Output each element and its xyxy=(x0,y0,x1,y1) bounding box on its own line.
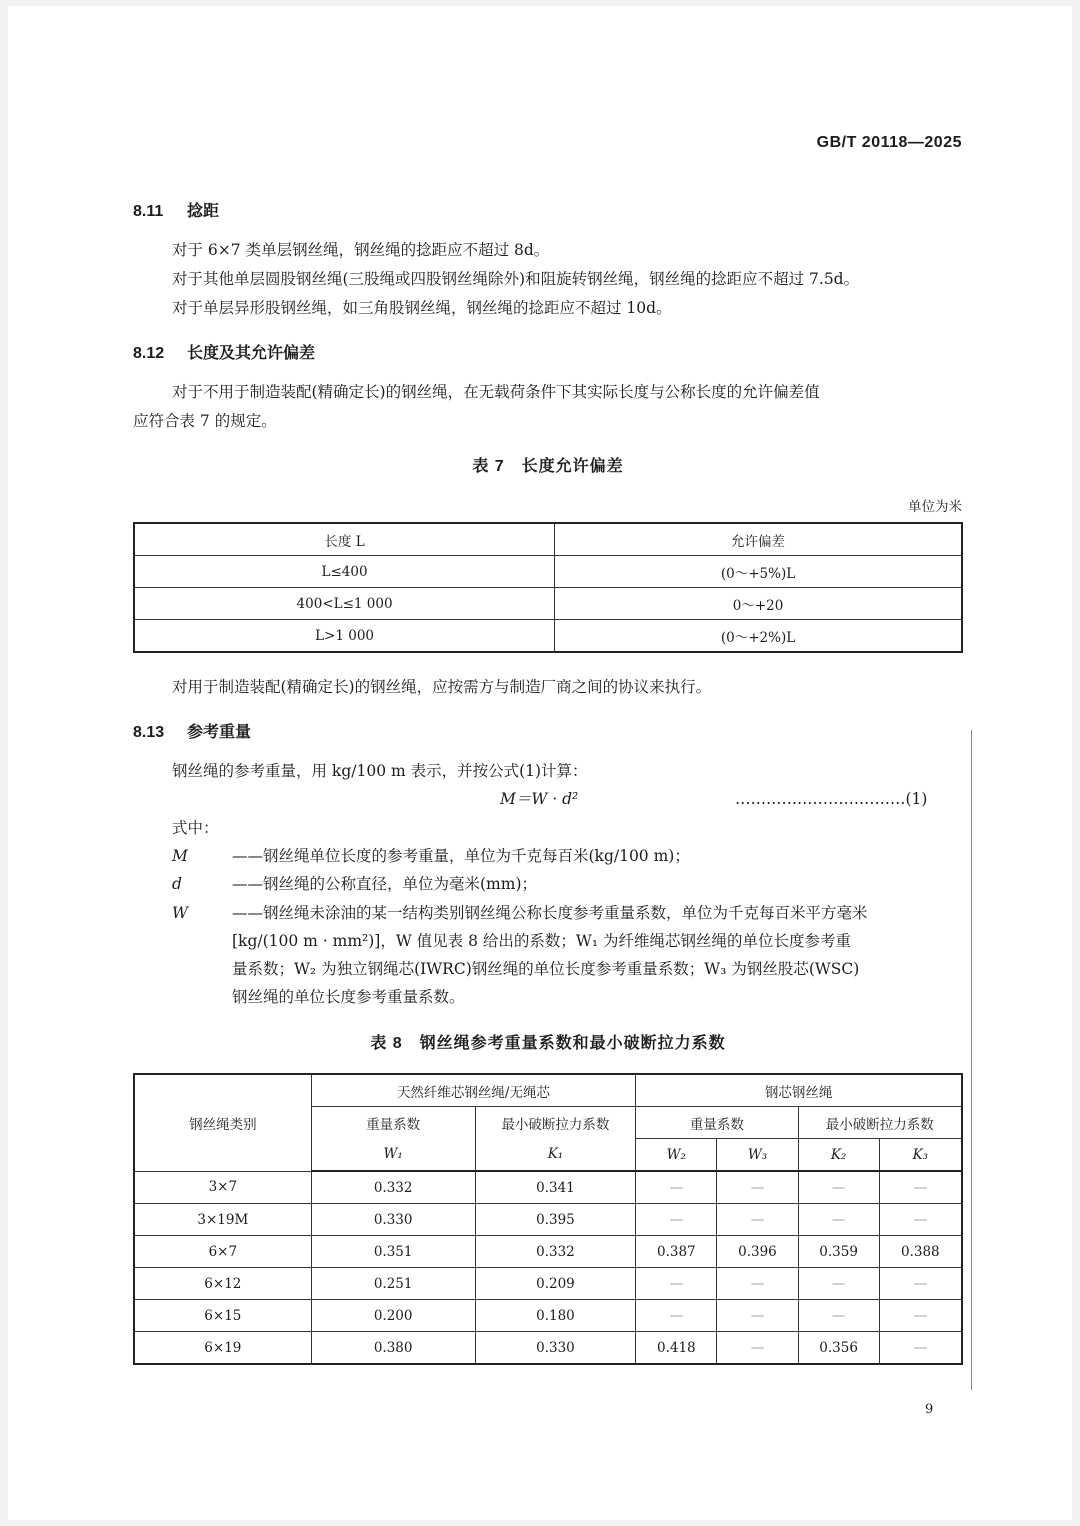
revision-bar xyxy=(971,730,972,1390)
column-header: 钢芯钢丝绳 xyxy=(636,1074,962,1107)
table-cell: — xyxy=(717,1204,798,1236)
table-cell: — xyxy=(798,1300,879,1332)
table-cell: 0.209 xyxy=(475,1268,636,1300)
table-cell: — xyxy=(636,1300,717,1332)
table-row xyxy=(134,1236,962,1268)
column-symbol: W₃ xyxy=(717,1139,798,1172)
formula: M＝W · d² xyxy=(500,790,579,808)
section-title: 参考重量 xyxy=(187,724,252,741)
standard-code: GB/T 20118—2025 xyxy=(816,134,962,151)
definition-continuation: 量系数；W₂ 为独立钢绳芯(IWRC)钢丝绳的单位长度参考重量系数；W₃ 为钢丝股芯(WSC) xyxy=(232,960,860,978)
definition-symbol: W xyxy=(172,904,188,922)
column-header: 钢丝绳类别 xyxy=(134,1074,311,1171)
table-row xyxy=(134,556,962,588)
table-7 xyxy=(133,522,963,653)
paragraph: 对于 6×7 类单层钢丝绳，钢丝绳的捻距应不超过 8d。 xyxy=(172,241,550,259)
section-number: 8.13 xyxy=(133,724,165,741)
table-cell: 400<L≤1 000 xyxy=(134,588,555,620)
table-cell: L>1 000 xyxy=(134,620,555,653)
table-cell: 0.330 xyxy=(475,1332,636,1365)
table-row xyxy=(134,1268,962,1300)
where-label: 式中： xyxy=(172,819,219,837)
table-8 xyxy=(133,1073,963,1365)
table-cell: 0.341 xyxy=(475,1171,636,1204)
table-cell: — xyxy=(798,1268,879,1300)
definition-text: ——钢丝绳的公称直径，单位为毫米(mm)； xyxy=(232,875,537,893)
table-cell: 6×7 xyxy=(134,1236,311,1268)
section-8-11-heading xyxy=(133,198,219,221)
section-title: 长度及其允许偏差 xyxy=(187,345,316,362)
table-cell: 6×19 xyxy=(134,1332,311,1365)
table-row xyxy=(134,1171,962,1204)
section-number: 8.11 xyxy=(133,203,164,220)
column-header: 重量系数 xyxy=(636,1107,798,1139)
table-cell: 0.351 xyxy=(311,1236,475,1268)
table-cell: 0.418 xyxy=(636,1332,717,1365)
table-header-row xyxy=(134,1074,962,1107)
column-header: 长度 L xyxy=(134,523,555,556)
table-cell: — xyxy=(717,1268,798,1300)
paragraph: 对于其他单层圆股钢丝绳(三股绳或四股钢丝绳除外)和阻旋转钢丝绳，钢丝绳的捻距应不超过 7.5d。 xyxy=(172,270,860,288)
definition-text: ——钢丝绳未涂油的某一结构类别钢丝绳公称长度参考重量系数，单位为千克每百米平方毫米 xyxy=(232,904,868,922)
table-8-caption: 表 8 钢丝绳参考重量系数和最小破断拉力系数 xyxy=(370,1035,726,1052)
section-title: 捻距 xyxy=(187,203,220,220)
paragraph: 对于不用于制造装配(精确定长)的钢丝绳，在无载荷条件下其实际长度与公称长度的允许偏差值 xyxy=(172,383,820,401)
definition-item xyxy=(172,870,537,898)
table-cell: — xyxy=(717,1332,798,1365)
table-7-caption: 表 7 长度允许偏差 xyxy=(472,458,624,475)
column-symbol: K₃ xyxy=(879,1139,962,1172)
column-header: 重量系数 xyxy=(311,1107,475,1139)
table-cell: 0～+20 xyxy=(555,588,962,620)
table-cell: 0.332 xyxy=(475,1236,636,1268)
table-cell: L≤400 xyxy=(134,556,555,588)
table-cell: (0～+2%)L xyxy=(555,620,962,653)
definition-continuation: [kg/(100 m · mm²)]，W 值见表 8 给出的系数；W₁ 为纤维绳芯钢丝绳的单位长度参考重 xyxy=(232,932,851,950)
section-8-12-heading xyxy=(133,340,315,363)
table-row xyxy=(134,1332,962,1365)
definition-text: ——钢丝绳单位长度的参考重量，单位为千克每百米(kg/100 m)； xyxy=(232,847,690,865)
table-cell: 0.380 xyxy=(311,1332,475,1365)
section-number: 8.12 xyxy=(133,345,165,362)
table-cell: 0.356 xyxy=(798,1332,879,1365)
column-header: 天然纤维芯钢丝绳/无绳芯 xyxy=(311,1074,636,1107)
column-symbol: W₂ xyxy=(636,1139,717,1172)
paragraph: 对于单层异形股钢丝绳，如三角股钢丝绳，钢丝绳的捻距应不超过 10d。 xyxy=(172,299,672,317)
definition-item xyxy=(172,842,690,870)
table-cell: — xyxy=(879,1204,962,1236)
table-row xyxy=(134,1300,962,1332)
table-cell: (0～+5%)L xyxy=(555,556,962,588)
column-header: 允许偏差 xyxy=(555,523,962,556)
table-cell: 0.395 xyxy=(475,1204,636,1236)
table-cell: 0.387 xyxy=(636,1236,717,1268)
table-cell: — xyxy=(879,1300,962,1332)
table-cell: — xyxy=(636,1204,717,1236)
paragraph: 应符合表 7 的规定。 xyxy=(133,412,277,430)
page-number: 9 xyxy=(925,1402,934,1417)
section-8-13-heading xyxy=(133,719,251,742)
table-cell: 6×12 xyxy=(134,1268,311,1300)
table-cell: — xyxy=(798,1204,879,1236)
table-cell: 0.180 xyxy=(475,1300,636,1332)
column-symbol: W₁ xyxy=(311,1139,475,1172)
column-symbol: K₂ xyxy=(798,1139,879,1172)
table-cell: 0.396 xyxy=(717,1236,798,1268)
table-cell: — xyxy=(879,1171,962,1204)
table-7-unit: 单位为米 xyxy=(908,499,962,515)
table-cell: 0.200 xyxy=(311,1300,475,1332)
table-row xyxy=(134,588,962,620)
table-cell: — xyxy=(636,1171,717,1204)
table-cell: — xyxy=(798,1171,879,1204)
table-cell: 3×7 xyxy=(134,1171,311,1204)
definition-continuation: 钢丝绳的单位长度参考重量系数。 xyxy=(232,988,465,1006)
table-cell: 0.330 xyxy=(311,1204,475,1236)
table-cell: — xyxy=(636,1268,717,1300)
table-row xyxy=(134,620,962,653)
definition-symbol: M xyxy=(172,847,188,865)
table-cell: 0.359 xyxy=(798,1236,879,1268)
column-header: 最小破断拉力系数 xyxy=(475,1107,636,1139)
table-row xyxy=(134,1204,962,1236)
column-symbol: K₁ xyxy=(475,1139,636,1172)
table-cell: 0.332 xyxy=(311,1171,475,1204)
table-cell: 3×19M xyxy=(134,1204,311,1236)
definition-item xyxy=(172,899,868,927)
table-cell: — xyxy=(879,1268,962,1300)
table-cell: — xyxy=(879,1332,962,1365)
formula-number: ……………………………(1) xyxy=(735,790,928,808)
table-cell: — xyxy=(717,1300,798,1332)
table-header-row xyxy=(134,523,962,556)
column-header: 最小破断拉力系数 xyxy=(798,1107,962,1139)
table-cell: 0.251 xyxy=(311,1268,475,1300)
paragraph: 钢丝绳的参考重量，用 kg/100 m 表示，并按公式(1)计算： xyxy=(172,762,588,780)
table-cell: 0.388 xyxy=(879,1236,962,1268)
table-cell: — xyxy=(717,1171,798,1204)
definition-symbol: d xyxy=(172,875,182,893)
table-cell: 6×15 xyxy=(134,1300,311,1332)
paragraph: 对用于制造装配(精确定长)的钢丝绳，应按需方与制造厂商之间的协议来执行。 xyxy=(172,678,712,696)
